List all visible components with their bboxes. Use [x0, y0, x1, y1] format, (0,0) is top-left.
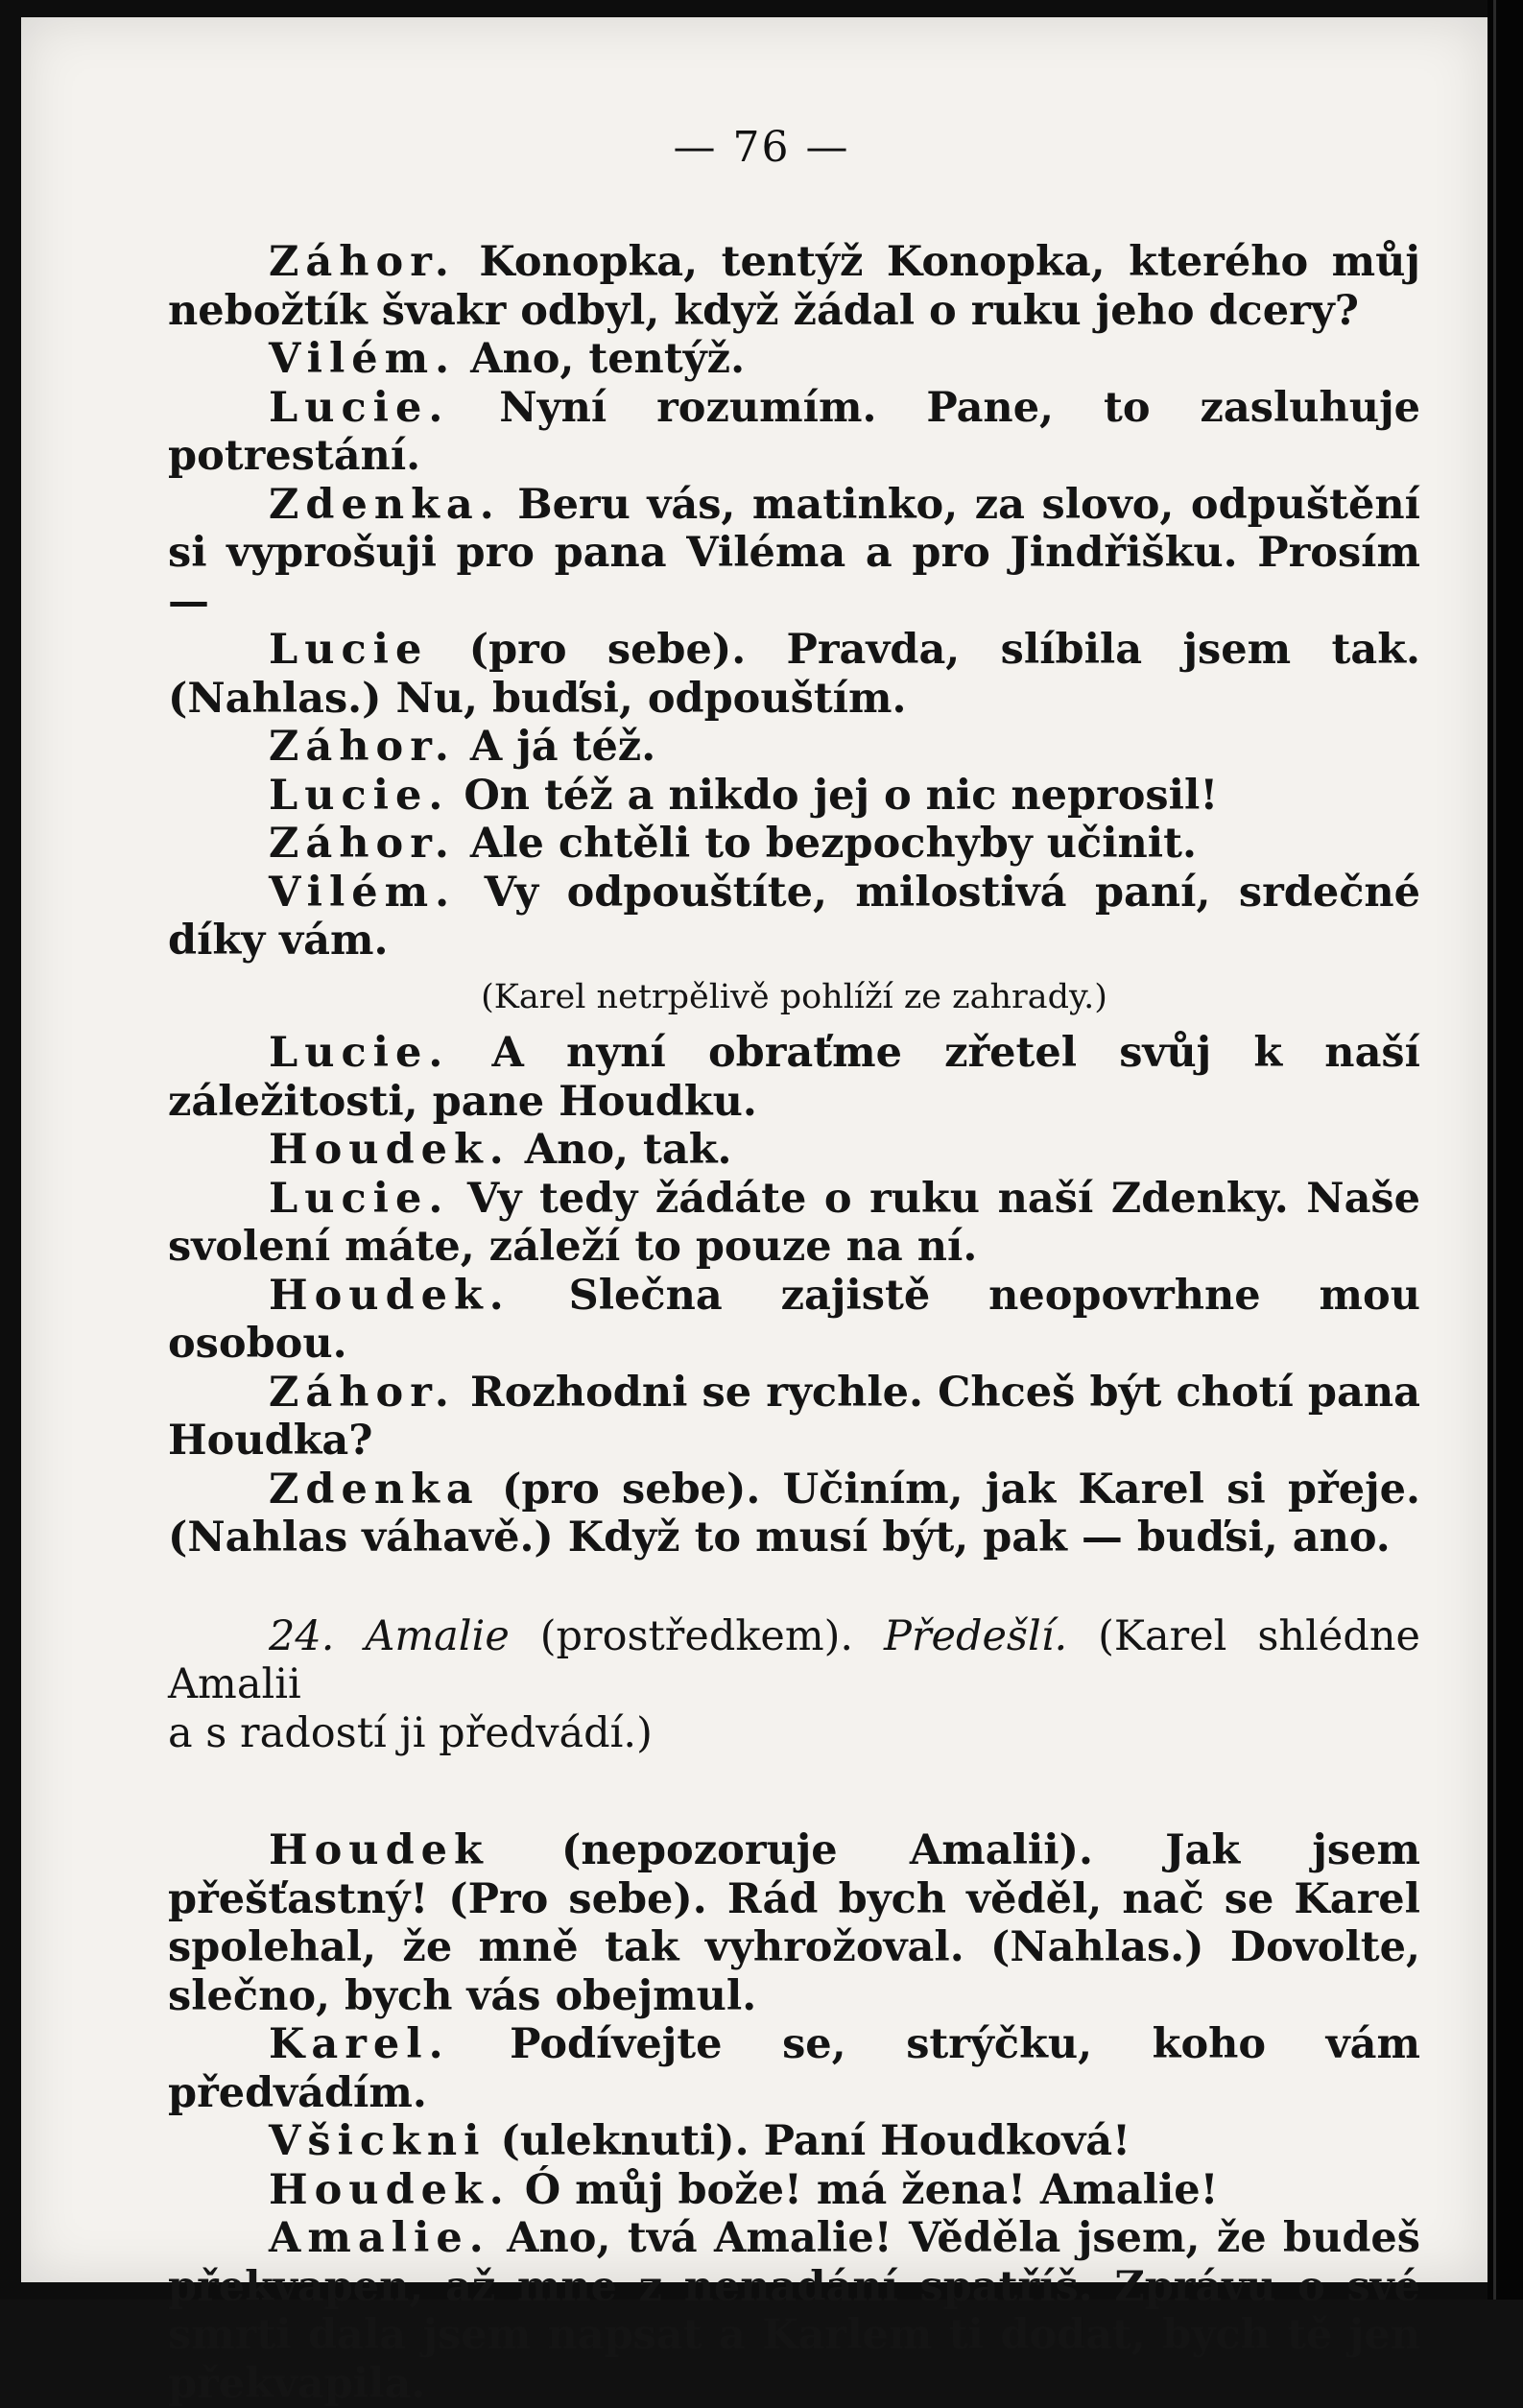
- dialogue-line: [168, 1369, 1420, 1466]
- dialogue-line: [168, 2166, 1420, 2215]
- stage-direction: (Karel netrpělivě pohlíží ze zahrady.): [481, 977, 1107, 1016]
- dialogue-line: [168, 2020, 1420, 2117]
- speaker: Houdek.: [269, 1271, 511, 1320]
- dialogue-line: [168, 772, 1420, 821]
- speaker: Záhor.: [269, 1368, 456, 1417]
- page-number: — 76 —: [673, 123, 850, 172]
- dialogue-line: [168, 1126, 1420, 1175]
- dialogue-line: [168, 335, 1420, 384]
- speech: (pro sebe). Učiním, jak Karel si přeje. (Nahlas váhavě.) Když to musí být, pak — buďsi, ano.: [168, 1465, 1420, 1562]
- speech: Konopka, tentýž Konopka, kterého můj nebožtík švakr odbyl, když žádal o ruku jeho dcery?: [168, 238, 1420, 335]
- speaker: Houdek: [269, 1826, 489, 1874]
- scene-character: Amalie: [365, 1611, 510, 1660]
- scene-direction-2: (Karel shlédne Amalii: [168, 1611, 1420, 1708]
- scene-number: 24.: [269, 1611, 335, 1660]
- dialogue-line: [168, 1175, 1420, 1272]
- speech: Slečna zajistě neopovrhne mou osobou.: [168, 1271, 1420, 1368]
- scene-direction: (prostředkem).: [539, 1611, 854, 1660]
- dialogue-line: [168, 1466, 1420, 1562]
- speech: A nyní obraťme zřetel svůj k naší záležitosti, pane Houdku.: [168, 1029, 1420, 1126]
- speaker: Lucie.: [269, 1174, 450, 1223]
- dialogue-line: [168, 1272, 1420, 1369]
- dialogue-line: [168, 626, 1420, 723]
- dialogue-line: [168, 238, 1420, 335]
- page-text: [168, 238, 1420, 2408]
- speaker: Vilém.: [269, 335, 457, 383]
- gutter-line: [1493, 0, 1496, 2300]
- speaker: Amalie.: [269, 2214, 490, 2262]
- speaker: Záhor.: [269, 238, 456, 286]
- speech: Ano, tak.: [524, 1126, 732, 1174]
- speaker: Lucie.: [269, 771, 450, 820]
- dialogue-line: [168, 2214, 1420, 2408]
- speaker: Záhor.: [269, 723, 456, 771]
- dialogue-line: [168, 1826, 1420, 2020]
- speech: Podívejte se, strýčku, koho vám předvádím.: [168, 2020, 1420, 2117]
- dialogue-line: [168, 1029, 1420, 1126]
- speaker: Lucie.: [269, 1029, 450, 1077]
- speech: Vy tedy žádáte o ruku naší Zdenky. Naše svolení máte, záleží to pouze na ní.: [168, 1174, 1420, 1271]
- speech: Ano, tentýž.: [470, 335, 746, 383]
- speaker: Zdenka.: [269, 480, 501, 529]
- speech: (uleknuti). Paní Houdková!: [500, 2117, 1131, 2165]
- speaker: Záhor.: [269, 820, 456, 868]
- scene-heading-cont: a s radostí ji předvádí.): [168, 1708, 653, 1757]
- scene-previous: Předešlí.: [884, 1611, 1068, 1660]
- dialogue-line: [168, 2117, 1420, 2166]
- speaker: Houdek.: [269, 1126, 511, 1174]
- speech: Ó můj bože! má žena! Amalie!: [524, 2165, 1219, 2214]
- speech: (pro sebe). Pravda, slíbila jsem tak. (Nahlas.) Nu, buďsi, odpouštím.: [168, 626, 1420, 723]
- speaker: Houdek.: [269, 2165, 511, 2214]
- speech: On též a nikdo jej o nic neprosil!: [464, 771, 1219, 820]
- speech: Nyní rozumím. Pane, to zasluhuje potrestání.: [168, 383, 1420, 480]
- speaker: Lucie.: [269, 383, 450, 432]
- speaker: Vilém.: [269, 868, 457, 917]
- dialogue-line: [168, 820, 1420, 869]
- speech: Rozhodni se rychle. Chceš být chotí pana Houdka?: [168, 1368, 1420, 1465]
- speech: Vy odpouštíte, milostivá paní, srdečné díky vám.: [168, 868, 1420, 965]
- dialogue-line: [168, 723, 1420, 772]
- speech: Ale chtěli to bezpochyby učinit.: [469, 820, 1197, 868]
- speech: (nepozoruje Amalii). Jak jsem přešťastný! (Pro sebe). Rád bych věděl, nač se Karel spolehal, že mně tak vyhrožoval. (Nahlas.) Dovolte, slečno, bych vás obejmul.: [168, 1826, 1420, 2020]
- scene-heading: [168, 1612, 1420, 1709]
- speech: A já též.: [469, 723, 656, 771]
- dialogue-line: [168, 481, 1420, 627]
- dialogue-line: [168, 869, 1420, 966]
- speaker: Karel.: [269, 2020, 450, 2068]
- speaker: Všickni: [269, 2117, 487, 2165]
- speaker: Zdenka: [269, 1465, 480, 1514]
- speaker: Lucie: [269, 626, 429, 674]
- speech: Ano, tvá Amalie! Věděla jsem, že budeš překvapen, až mne z nenadání spatříš. Zprávu o své smrti dala jsem napsat a Karlem ti dodat, bych tě jen překvapila.: [168, 2214, 1420, 2408]
- dialogue-line: [168, 384, 1420, 481]
- speech: Beru vás, matinko, za slovo, odpuštění si vyprošuji pro pana Viléma a pro Jindřišku. Prosím —: [168, 480, 1420, 626]
